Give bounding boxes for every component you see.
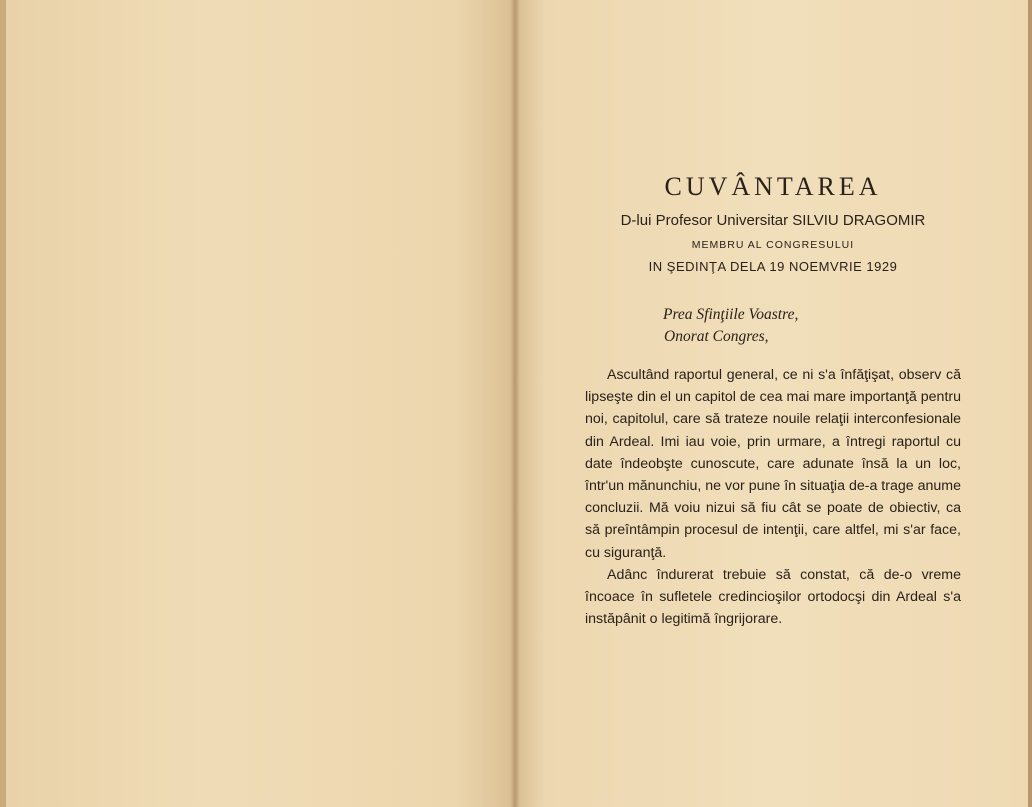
page-content	[585, 172, 961, 630]
page-title: CUVÂNTAREA	[664, 172, 882, 201]
book-gutter	[510, 0, 520, 807]
salutation-line: Onorat Congres,	[664, 328, 769, 345]
right-page	[515, 0, 1032, 807]
salutation	[663, 304, 961, 348]
author-line: D-lui Profesor Universitar SILVIU DRAGOMIR	[620, 212, 926, 229]
paragraph: Adânc îndurerat trebuie să constat, că de-o vreme încoace în sufletele credincioşilor ortodocşi din Ardeal s'a instăpânit o legitimă îngrijorare.	[585, 566, 961, 628]
session-line: IN ŞEDINŢA DELA 19 NOEMVRIE 1929	[648, 259, 898, 274]
salutation-line: Prea Sfinţiile Voastre,	[663, 306, 799, 323]
left-page	[0, 0, 515, 807]
author-role: MEMBRU AL CONGRESULUI	[691, 239, 855, 251]
paragraph: Ascultând raportul general, ce ni s'a înfăţişat, observ că lipseşte din el un capitol de cea mai mare importanţă pentru noi, capitolul, care să trateze nouile relaţii interconfesionale din Ardeal. Imi iau voie, prin urmare, a întregi raportul cu date îndeobşte cunoscute, care adunate însă la un loc, într'un mănunchiu, ne vor pune în situaţia de-a trage anume concluzii. Mă voiu nizui să fiu cât se poate de obiectiv, ca să preîntâmpin procesul de intenţii, care altfel, mi s'ar face, cu siguranţă.	[585, 367, 961, 561]
speech-body	[585, 364, 961, 630]
